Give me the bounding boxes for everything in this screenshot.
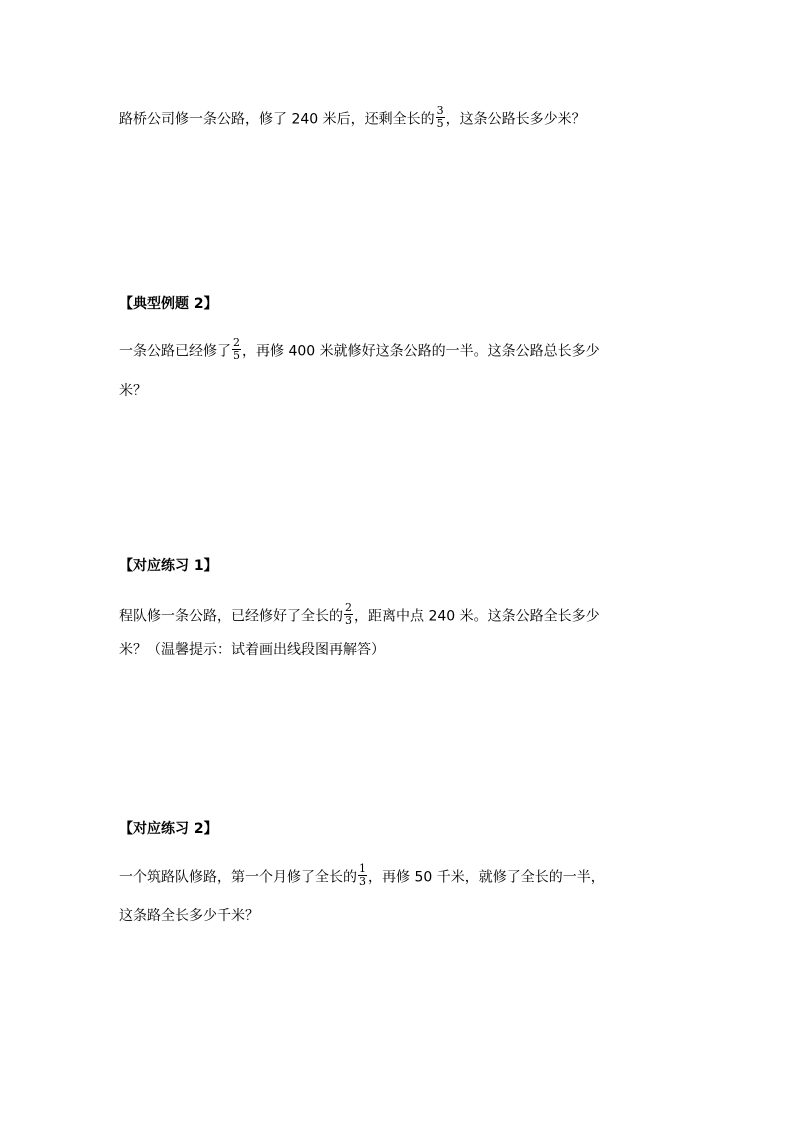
practice2-text-2: ，再修 50 千米，就修了全长的一半， (368, 869, 605, 886)
fraction-numerator: 3 (436, 104, 444, 117)
example2-text-2: ，再修 400 米就修好这条公路的一半。这条公路总长多少 (242, 343, 600, 360)
practice2-heading: 【对应练习 2】 (119, 821, 218, 837)
practice1-text-2: ，距离中点 240 米。这条公路全长多少 (354, 608, 600, 625)
practice2-text-1: 一个筑路队修路，第一个月修了全长的 (119, 869, 357, 886)
practice1-line-2: 米？（温馨提示：试着画出线段图再解答） (119, 642, 385, 658)
fraction-three-fifths (436, 105, 445, 130)
fraction-one-third (358, 863, 367, 888)
practice2-line-1 (119, 862, 605, 890)
example2-text-1: 一条公路已经修了 (119, 343, 231, 360)
intro-problem-line (119, 104, 586, 132)
fraction-denominator: 5 (436, 117, 444, 130)
practice2-line-2: 这条路全长多少千米？ (119, 908, 259, 924)
practice1-text-1: 程队修一条公路，已经修好了全长的 (119, 608, 343, 625)
example2-line-1 (119, 336, 600, 364)
fraction-numerator: 2 (345, 601, 352, 614)
fraction-denominator: 5 (233, 349, 240, 362)
fraction-denominator: 3 (345, 614, 352, 627)
intro-problem-text-1: 路桥公司修一条公路，修了 240 米后，还剩全长的 (119, 111, 435, 128)
fraction-denominator: 3 (359, 875, 366, 888)
intro-problem-text-2: ，这条公路长多少米？ (445, 111, 586, 128)
fraction-two-fifths (232, 337, 241, 362)
example2-line-2: 米？ (119, 383, 147, 399)
fraction-numerator: 2 (233, 336, 240, 349)
practice1-heading: 【对应练习 1】 (119, 558, 218, 574)
fraction-numerator: 1 (359, 862, 366, 875)
example2-heading: 【典型例题 2】 (119, 296, 218, 312)
fraction-two-thirds (344, 602, 353, 627)
practice1-line-1 (119, 601, 600, 629)
